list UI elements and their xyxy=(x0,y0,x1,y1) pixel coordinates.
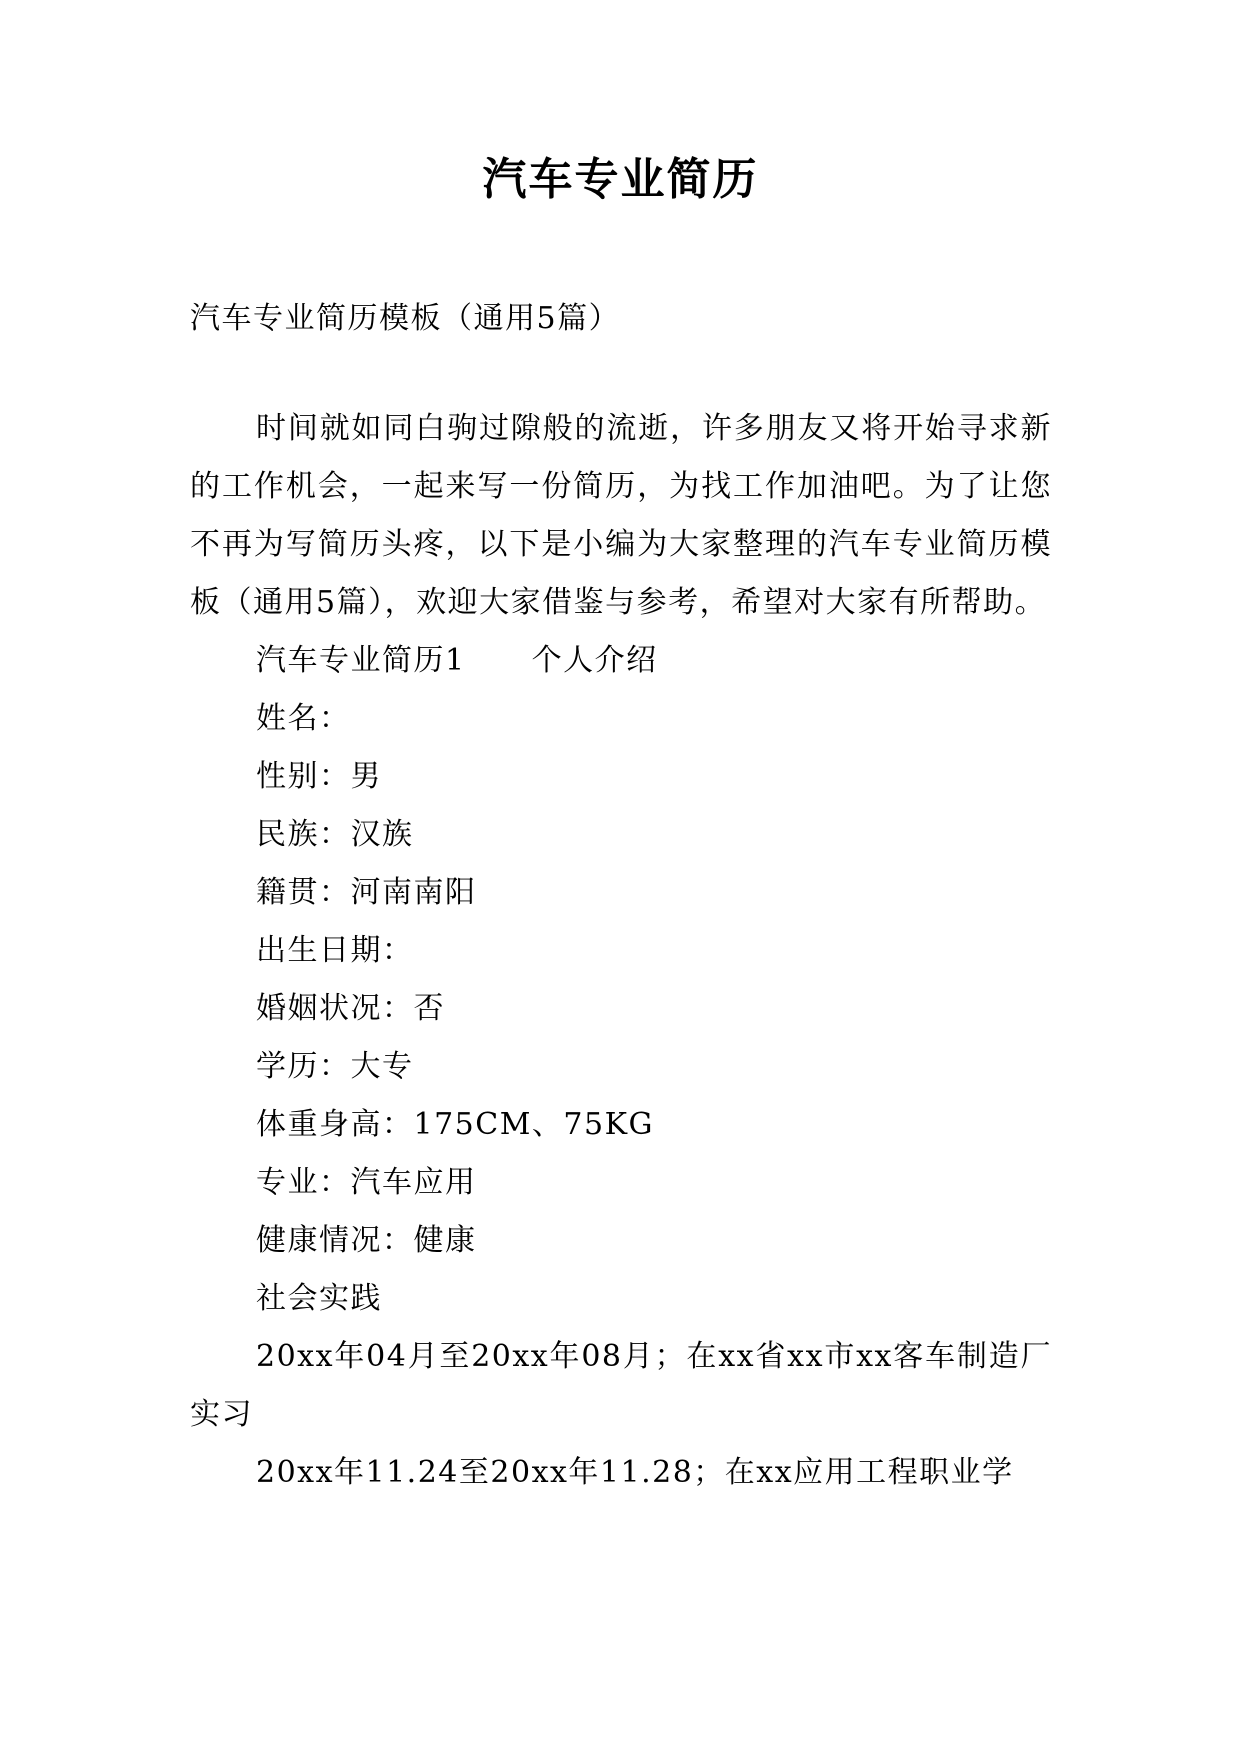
section-heading: 汽车专业简历1 xyxy=(256,643,466,678)
practice-item-1: 20xx年04月至20xx年08月；在xx省xx市xx客车制造厂实习 xyxy=(190,1339,1052,1432)
section-heading-line xyxy=(190,632,1052,690)
field-health: 健康情况：健康 xyxy=(256,1223,477,1258)
field-ethnicity: 民族：汉族 xyxy=(256,817,414,852)
field-major: 专业：汽车应用 xyxy=(256,1165,477,1200)
social-practice-heading: 社会实践 xyxy=(256,1281,382,1316)
document-subtitle: 汽车专业简历模板（通用5篇） xyxy=(190,301,621,336)
field-gender: 性别：男 xyxy=(256,759,382,794)
field-name: 姓名： xyxy=(256,701,351,736)
document-title: 汽车专业简历 xyxy=(482,154,759,205)
field-education: 学历：大专 xyxy=(256,1049,414,1084)
section-subheading: 个人介绍 xyxy=(531,643,658,678)
field-height-weight: 体重身高：175CM、75KG xyxy=(256,1107,654,1142)
field-native-place: 籍贯：河南南阳 xyxy=(256,875,477,910)
intro-paragraph: 时间就如同白驹过隙般的流逝，许多朋友又将开始寻求新的工作机会，一起来写一份简历，为找工作加油吧。为了让您不再为写简历头疼，以下是小编为大家整理的汽车专业简历模板（通用5篇），欢迎大家借鉴与参考，希望对大家有所帮助。 xyxy=(190,411,1052,620)
practice-item-2: 20xx年11.24至20xx年11.28；在xx应用工程职业学 xyxy=(256,1455,1014,1490)
field-marital-status: 婚姻状况：否 xyxy=(256,991,445,1026)
document-body xyxy=(190,290,1052,1502)
field-birth-date: 出生日期： xyxy=(256,933,414,968)
